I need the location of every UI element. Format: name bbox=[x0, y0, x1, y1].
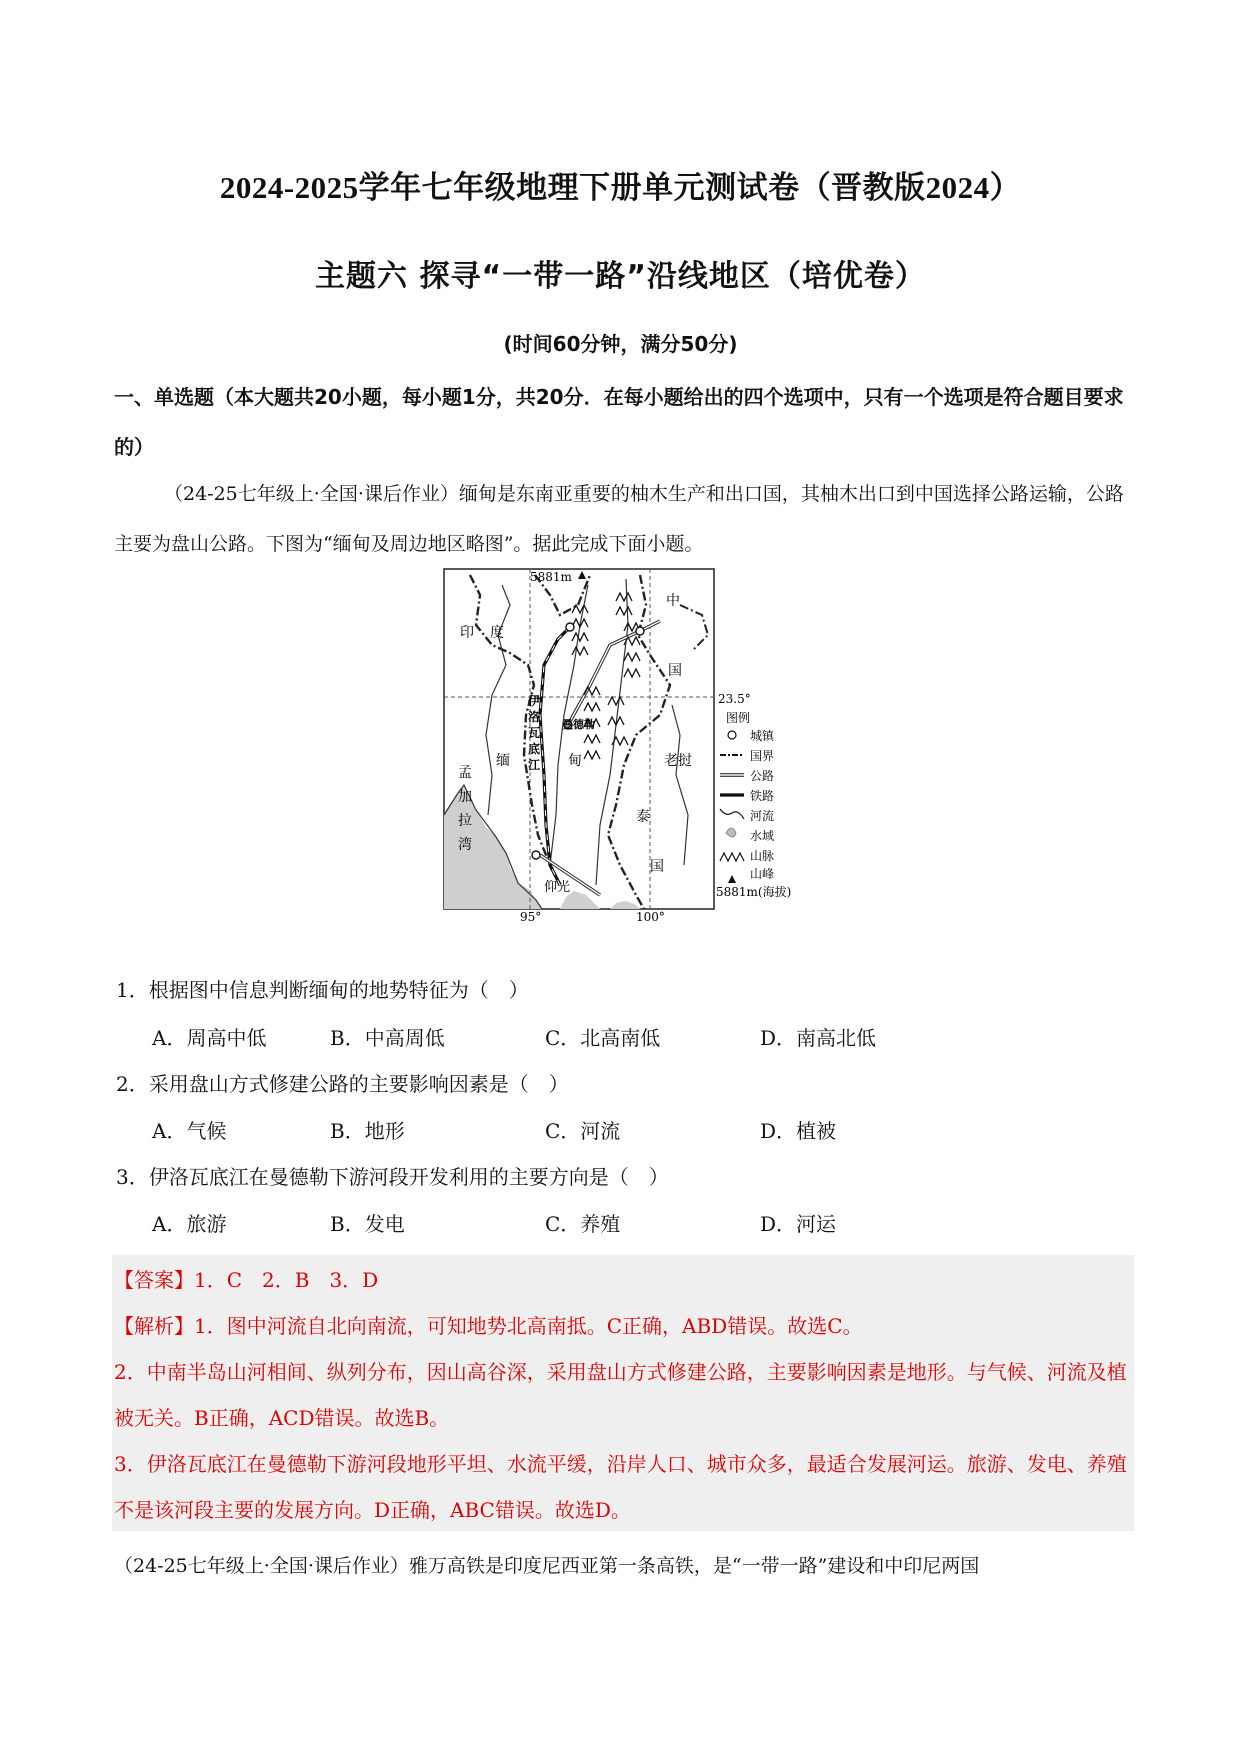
question-2-stem: 2．采用盘山方式修建公路的主要影响因素是（ ） bbox=[116, 1072, 569, 1096]
svg-text:城镇: 城镇 bbox=[750, 729, 775, 743]
question-2-option-b: B．地形 bbox=[330, 1119, 405, 1143]
question-3-option-b: B．发电 bbox=[330, 1212, 405, 1236]
svg-text:国界: 国界 bbox=[750, 749, 775, 763]
page-title: 2024-2025学年七年级地理下册单元测试卷（晋教版2024） bbox=[219, 170, 1022, 205]
peak-label: 5881m bbox=[530, 570, 572, 584]
question-2-option-a: A．气候 bbox=[152, 1119, 227, 1143]
label-thailand-2: 国 bbox=[650, 859, 664, 875]
question-1-option-c: C．北高南低 bbox=[545, 1026, 661, 1050]
label-laos: 老挝 bbox=[664, 753, 692, 769]
label-india-2: 度 bbox=[490, 625, 504, 641]
question-3-option-d: D．河运 bbox=[760, 1212, 837, 1236]
time-note: (时间60分钟，满分50分) bbox=[503, 332, 738, 356]
latitude-label: 23.5° bbox=[718, 692, 751, 706]
label-china-1: 中 bbox=[666, 593, 680, 609]
answer-line bbox=[114, 1257, 1129, 1303]
svg-text:铁路: 铁路 bbox=[750, 789, 775, 803]
question-2-option-d: D．植被 bbox=[760, 1119, 837, 1143]
map-legend bbox=[716, 710, 791, 899]
page-subtitle: 主题六 探寻“一带一路”沿线地区（培优卷） bbox=[315, 259, 926, 294]
question-1-option-a: A．周高中低 bbox=[152, 1026, 267, 1050]
svg-text:公路: 公路 bbox=[750, 769, 775, 783]
myanmar-map bbox=[440, 565, 812, 923]
analysis-text-2: 2．中南半岛山河相间、纵列分布，因山高谷深，采用盘山方式修建公路，主要影响因素是地形。与气候、河流及植被无关。B正确，ACD错误。故选B。 bbox=[114, 1360, 1127, 1430]
label-myanmar-2: 甸 bbox=[568, 753, 582, 769]
answer-label: 【答案】 bbox=[114, 1268, 194, 1292]
label-thailand-1: 泰 bbox=[636, 809, 650, 825]
question-1-stem: 1．根据图中信息判断缅甸的地势特征为（ ） bbox=[116, 978, 529, 1002]
next-question-intro: （24-25七年级上·全国·课后作业）雅万高铁是印度尼西亚第一条高铁，是“一带一路”建设和中印尼两国 bbox=[114, 1555, 980, 1577]
label-yangon: 仰光 bbox=[544, 880, 571, 895]
answer-text: 1．C 2．B 3．D bbox=[194, 1268, 379, 1292]
question-intro: （24-25七年级上·全国·课后作业）缅甸是东南亚重要的柚木生产和出口国，其柚木出口到中国选择公路运输，公路主要为盘山公路。下图为“缅甸及周边地区略图”。据此完成下面小题。 bbox=[114, 483, 1124, 555]
label-myanmar-1: 缅 bbox=[496, 753, 510, 769]
city-marker bbox=[636, 627, 644, 635]
label-mandalay: 曼德勒 bbox=[562, 718, 595, 731]
analysis-text-3: 3．伊洛瓦底江在曼德勒下游河段地形平坦、水流平缓，沿岸人口、城市众多，最适合发展河运。旅游、发电、养殖不是该河段主要的发展方向。D正确，ABC错误。故选D。 bbox=[114, 1452, 1127, 1522]
svg-text:水域: 水域 bbox=[750, 829, 775, 843]
label-irrawaddy: 伊洛瓦底江 bbox=[528, 694, 541, 772]
label-india-1: 印 bbox=[460, 625, 474, 641]
city-yangon-marker bbox=[532, 851, 540, 859]
section-heading: 一、单选题（本大题共20小题，每小题1分，共20分．在每小题给出的四个选项中，只有一个选项是符合题目要求的） bbox=[114, 385, 1124, 459]
analysis-line-1 bbox=[114, 1303, 1129, 1349]
question-3-stem: 3．伊洛瓦底江在曼德勒下游河段开发利用的主要方向是（ ） bbox=[116, 1165, 669, 1189]
label-china-2: 国 bbox=[668, 663, 682, 679]
longitude-label-95: 95° bbox=[520, 910, 542, 923]
analysis-label: 【解析】 bbox=[114, 1314, 194, 1338]
longitude-label-100: 100° bbox=[636, 910, 665, 923]
question-2-option-c: C．河流 bbox=[545, 1119, 621, 1143]
svg-text:图例: 图例 bbox=[726, 711, 751, 725]
label-bay-of-bengal: 孟加拉湾 bbox=[458, 765, 472, 853]
svg-text:5881m(海拔): 5881m(海拔) bbox=[716, 885, 792, 899]
analysis-text-1: 1．图中河流自北向南流，可知地势北高南抵。C正确，ABD错误。故选C。 bbox=[194, 1314, 863, 1338]
question-3-option-c: C．养殖 bbox=[545, 1212, 621, 1236]
question-1-option-b: B．中高周低 bbox=[330, 1026, 445, 1050]
city-marker bbox=[566, 623, 574, 631]
question-3-option-a: A．旅游 bbox=[152, 1212, 227, 1236]
svg-text:山脉: 山脉 bbox=[750, 849, 775, 863]
question-1-option-d: D．南高北低 bbox=[760, 1026, 877, 1050]
svg-text:河流: 河流 bbox=[750, 809, 775, 823]
svg-text:山峰: 山峰 bbox=[750, 867, 775, 881]
